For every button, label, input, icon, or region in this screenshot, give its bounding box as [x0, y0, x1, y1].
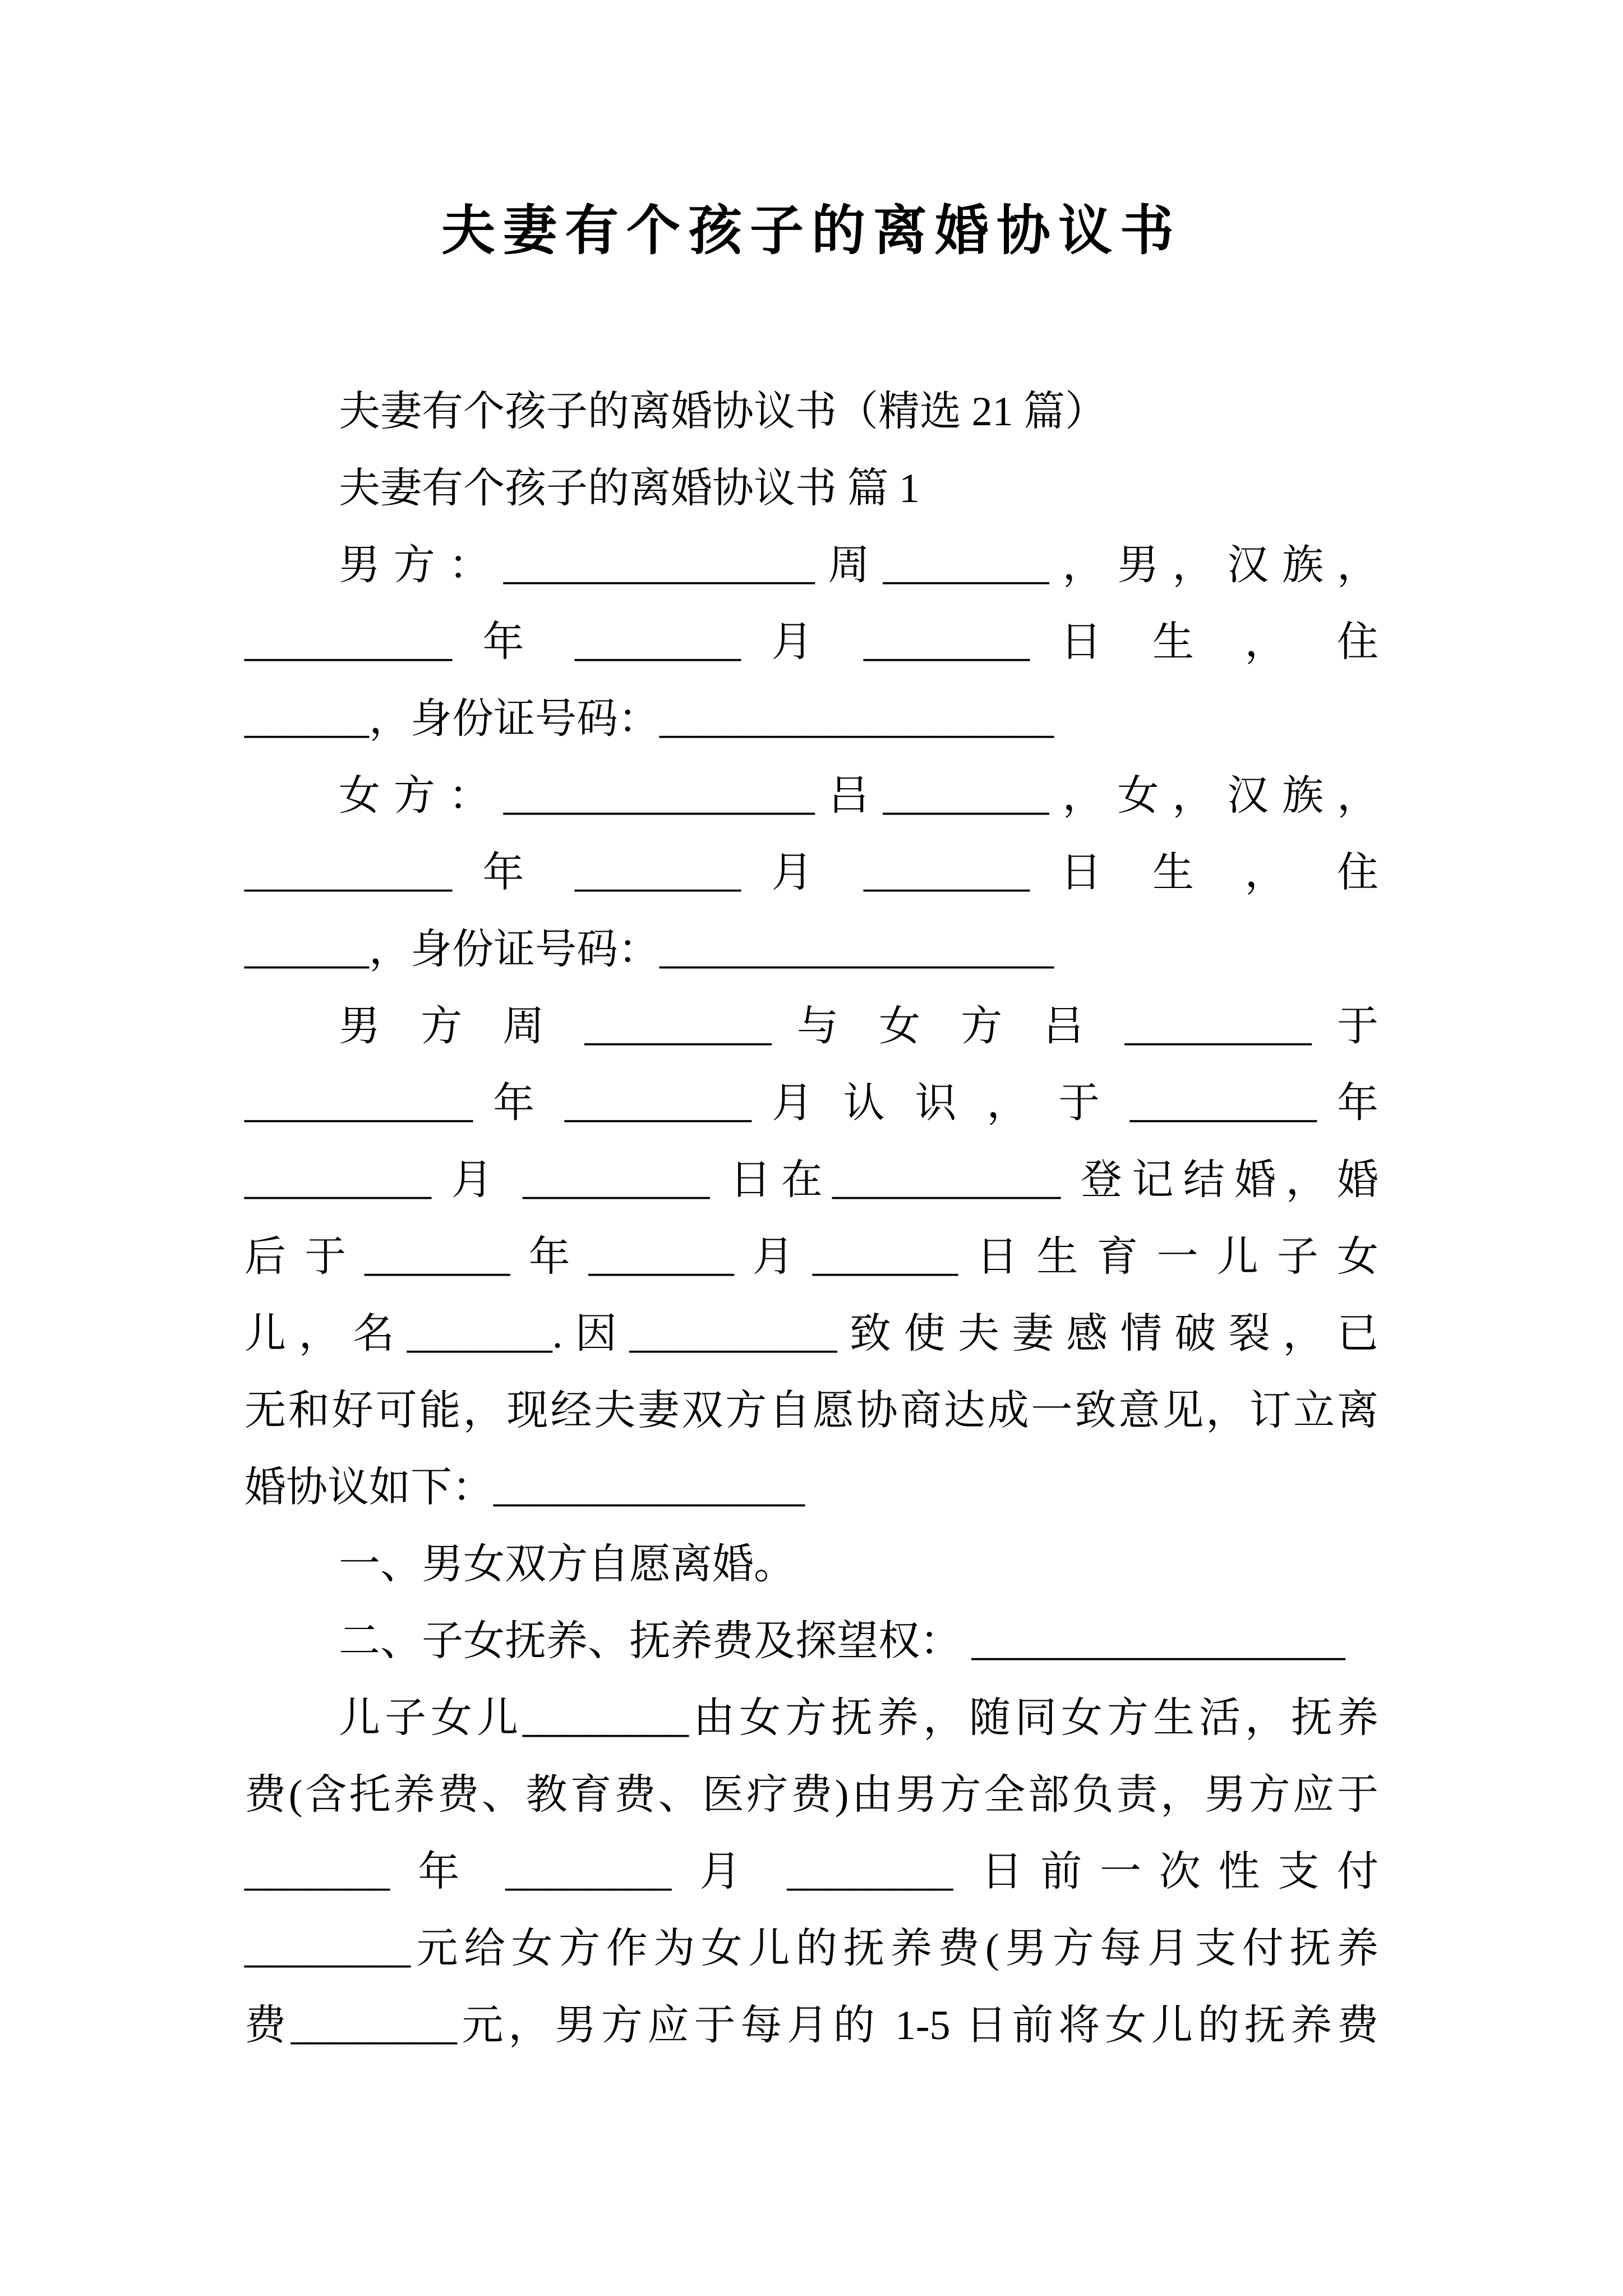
document-line: 一、男女双方自愿离婚。	[339, 1542, 795, 1588]
document-body	[245, 374, 1378, 2064]
document-line: 二、子女抚养、抚养费及探望权： __________________	[339, 1618, 1345, 1664]
document-line: 后于_______年_______月_______日生育一儿子女	[245, 1234, 1378, 1280]
document-line: 儿，名_______.因__________致使夫妻感情破裂，已	[245, 1311, 1378, 1357]
document-line: 夫妻有个孩子的离婚协议书 篇 1	[339, 466, 920, 512]
document-line: 费________元，男方应于每月的 1-5 日前将女儿的抚养费	[245, 2003, 1378, 2049]
document-line: ______，身份证号码：___________________	[245, 927, 1054, 973]
document-line: 费(含托养费、教育费、医疗费)由男方全部负责，男方应于	[245, 1772, 1378, 1818]
document-line: 儿子女儿________由女方抚养，随同女方生活，抚养	[339, 1695, 1378, 1741]
document-line: 男 方 周 _________ 与 女 方 吕 _________ 于	[339, 1004, 1378, 1050]
document-title: 夫妻有个孩子的离婚协议书	[441, 201, 1182, 261]
document-line: _________ 月 _________ 日在___________ 登记结婚，婚	[245, 1157, 1378, 1203]
document-line: ________元给女方作为女儿的抚养费(男方每月支付抚养	[245, 1926, 1378, 1972]
document-line: _______ 年 ________ 月 ________ 日前一次性支付	[245, 1849, 1378, 1895]
document-line: __________ 年 ________ 月 ________ 日 生 ， 住	[245, 619, 1378, 665]
document-line: 女方：_______________吕________，女，汉族，	[339, 773, 1378, 819]
document-line: 夫妻有个孩子的离婚协议书（精选 21 篇）	[339, 389, 1106, 435]
document-line: ______，身份证号码：___________________	[245, 696, 1054, 742]
document-line: 无和好可能，现经夫妻双方自愿协商达成一致意见，订立离	[245, 1388, 1378, 1434]
document-line: ___________ 年 _________ 月 认 识 ， 于 _________ 年	[245, 1080, 1378, 1126]
document-line: __________ 年 ________ 月 ________ 日 生 ， 住	[245, 850, 1378, 896]
document-line: 男方：_______________周________，男，汉族，	[339, 542, 1378, 588]
document-line: 婚协议如下：_______________	[245, 1465, 805, 1511]
